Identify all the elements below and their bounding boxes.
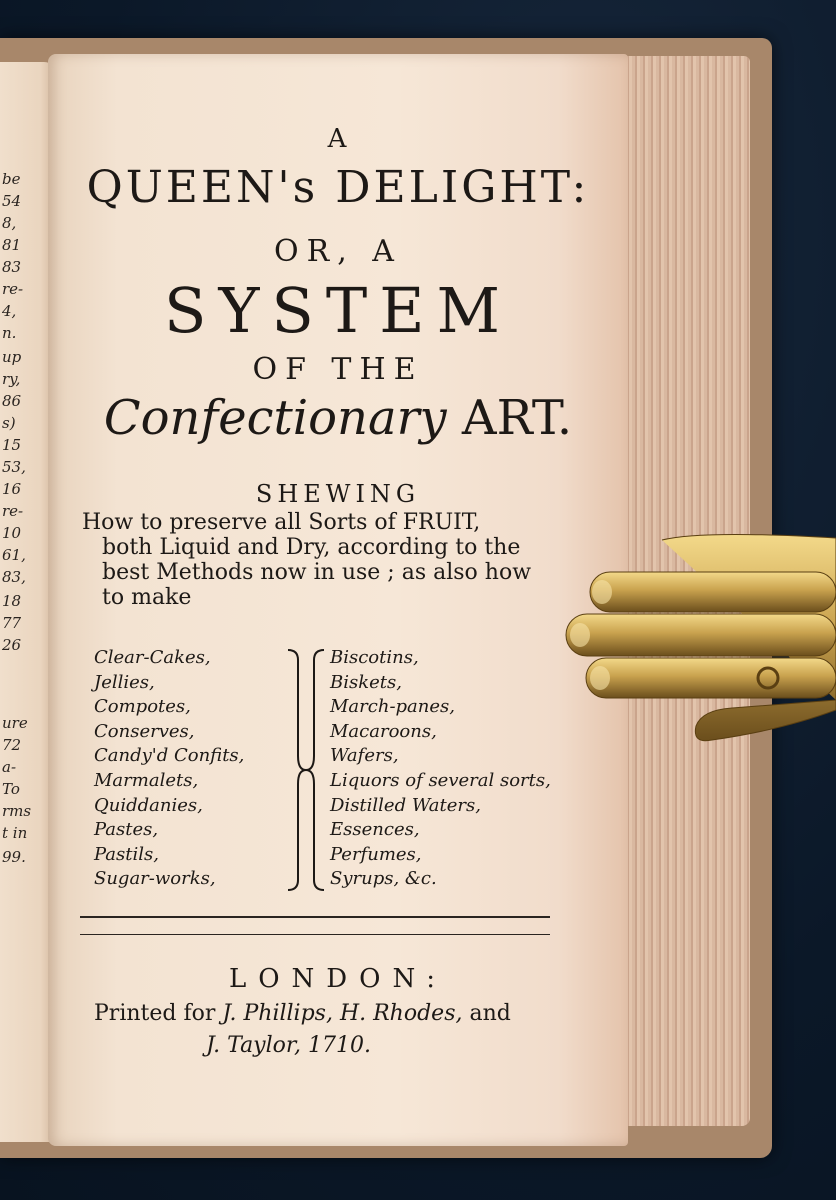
imprint-place: LONDON: <box>228 964 448 994</box>
left-page-text-fragment: 26 <box>2 636 22 654</box>
list-item: March-panes, <box>330 696 455 718</box>
left-page-text-fragment: ure <box>2 714 28 732</box>
left-page-text-fragment: re- <box>2 280 24 298</box>
left-page-text-fragment: 86 <box>2 392 22 410</box>
title-art: ART. <box>461 390 573 446</box>
left-page-text-fragment: rms <box>2 802 32 820</box>
left-page-text-fragment: 4, <box>2 302 17 320</box>
list-item: Candy'd Confits, <box>94 745 245 767</box>
left-page-text-fragment: 83 <box>2 258 22 276</box>
description-line: to make <box>102 585 192 610</box>
list-item: Perfumes, <box>330 843 422 865</box>
left-page-text-fragment: a- <box>2 758 17 776</box>
title-system: SYSTEM <box>164 274 512 347</box>
left-page-text-fragment: To <box>2 780 20 798</box>
list-item: Sugar-works, <box>94 868 216 890</box>
description-line: How to preserve all Sorts of FRUIT, <box>82 510 481 535</box>
title-confectionary: Confectionary <box>103 390 447 446</box>
list-item: Clear-Cakes, <box>94 647 211 668</box>
list-item: Marmalets, <box>94 769 199 791</box>
left-page-text-fragment: 8, <box>2 214 17 232</box>
list-item: Syrups, &c. <box>330 868 437 890</box>
list-item: Wafers, <box>330 745 399 767</box>
imprint <box>94 998 511 1062</box>
left-page-text-fragment: re- <box>2 502 24 520</box>
confections-list-right <box>330 646 551 892</box>
title-page <box>48 54 628 1146</box>
left-page-text-fragment: 61, <box>2 546 26 564</box>
left-page-text-fragment: be <box>2 170 21 188</box>
list-item: Macaroons, <box>330 720 437 742</box>
list-item: Biscotins, <box>330 647 419 668</box>
double-rule-bottom <box>80 934 550 935</box>
shewing-heading: SHEWING <box>255 480 421 508</box>
left-page-text-fragment: 72 <box>2 736 22 754</box>
left-page-text-fragment: s) <box>2 414 16 432</box>
left-page-text-fragment: 15 <box>2 436 22 454</box>
left-page-text-fragment: 53, <box>2 458 26 476</box>
left-page-text-fragment: 99. <box>2 848 26 866</box>
left-page-text-fragment: 77 <box>2 614 22 632</box>
left-page-text-fragment: 10 <box>2 524 22 542</box>
list-item: Essences, <box>330 819 420 841</box>
title-or-a: OR, A <box>274 234 402 269</box>
confections-list-left <box>94 646 244 892</box>
title-confectionary-art <box>48 390 628 446</box>
description-line: best Methods now in use ; as also how <box>102 560 532 585</box>
title-article: A <box>327 124 349 154</box>
description-line: both Liquid and Dry, according to the <box>102 535 521 560</box>
list-item: Quiddanies, <box>94 794 203 816</box>
left-page-text-fragment: 18 <box>2 592 22 610</box>
brass-hand-bookmark <box>562 530 836 750</box>
left-page-text-fragment: up <box>2 348 22 366</box>
description-text <box>82 510 562 610</box>
list-item: Biskets, <box>330 671 402 693</box>
imprint-line-2 <box>94 1030 511 1062</box>
imprint-printers: J. Phillips, H. Rhodes, <box>222 1001 463 1026</box>
list-item: Conserves, <box>94 720 195 742</box>
list-item: Compotes, <box>94 696 191 718</box>
imprint-year: 1710. <box>307 1033 371 1058</box>
left-page-text-fragment: 81 <box>2 236 22 254</box>
list-item: Liquors of several sorts, <box>330 769 551 791</box>
imprint-and: and <box>469 1001 511 1026</box>
left-page-text-fragment: 54 <box>2 192 22 210</box>
list-item: Pastes, <box>94 819 159 841</box>
list-item: Distilled Waters, <box>330 794 481 816</box>
left-page-text-fragment: n. <box>2 324 17 342</box>
list-item: Pastils, <box>94 843 159 865</box>
title-of-the: OF THE <box>252 352 424 387</box>
left-page-text-fragment: t in <box>2 824 28 842</box>
brace-divider <box>284 646 328 894</box>
imprint-printed-for: Printed for <box>94 1001 216 1026</box>
left-page-text-fragment: 83, <box>2 568 26 586</box>
list-item: Jellies, <box>94 671 155 693</box>
imprint-printer-taylor: J. Taylor, <box>206 1033 301 1058</box>
title-queens-delight: QUEEN's DELIGHT: <box>86 162 590 213</box>
left-page-text-fragment: ry, <box>2 370 21 388</box>
left-page-text-fragment: 16 <box>2 480 22 498</box>
double-rule-top <box>80 916 550 918</box>
